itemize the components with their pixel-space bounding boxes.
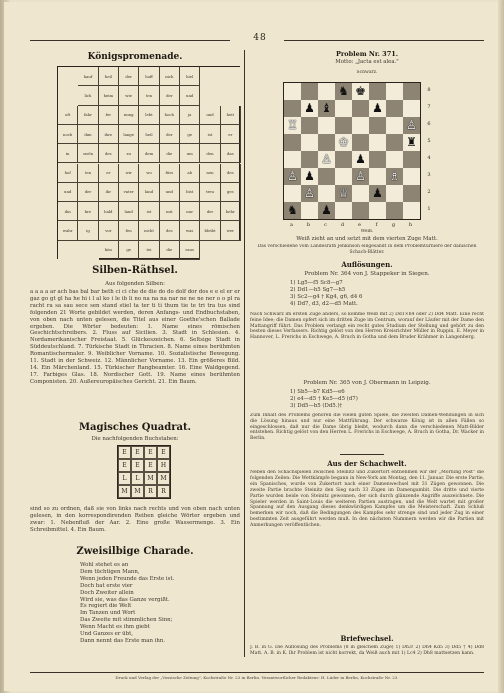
prob365-text: Zum Inhalt des Problems gehören die vielen guten Spiele, die zweiten Damen-Wendungen in sich die Lösung hinaus und nur eine Mattführung. Der schwarze König ist in allen Fällen so eingeschlossen, daß nur die Dame übrig bleibt, wodurch dann die verschiedenen Matt-Bilder entstehen. Richtig gelöst von den Herren L. Frerichs in Eschwege, A. Bruch in Gotha, Dr. Wacker in Berlin. bbox=[250, 413, 484, 442]
koenig-cell: ges bbox=[221, 183, 241, 202]
charade-poem bbox=[80, 562, 230, 645]
koenig-cell: ihn bbox=[58, 202, 78, 221]
charade-line: Doch Zweiter allein bbox=[80, 589, 134, 596]
koenig-cell: ten bbox=[139, 86, 159, 105]
board-square bbox=[318, 202, 335, 219]
koenig-cell: des bbox=[221, 164, 241, 183]
header-rule-left bbox=[30, 40, 230, 41]
chess-piece: ♟ bbox=[304, 101, 315, 115]
board-square bbox=[352, 117, 369, 134]
silben-intro: Aus folgenden Silben: bbox=[105, 281, 165, 287]
charade-line: Wenn Macht es ihm giebt bbox=[80, 624, 150, 631]
koenig-cell: fen bbox=[119, 221, 139, 240]
koenig-cell: der bbox=[200, 202, 220, 221]
board-square bbox=[352, 185, 369, 202]
charade-line: Wird sie, was das Ganze vergißt. bbox=[80, 596, 170, 603]
rank-label: 4 bbox=[427, 155, 431, 161]
koenig-cell: ig bbox=[78, 221, 98, 240]
board-square bbox=[369, 100, 386, 117]
rank-label: 7 bbox=[427, 104, 431, 110]
koenig-cell: des bbox=[160, 221, 180, 240]
board-square bbox=[284, 168, 301, 185]
koenig-cell: nich bbox=[160, 67, 180, 86]
board-square bbox=[403, 134, 420, 151]
board-square bbox=[335, 117, 352, 134]
magisch-grid bbox=[117, 445, 171, 499]
koenig-cell bbox=[221, 67, 241, 86]
koenig-cell: wo bbox=[139, 164, 159, 183]
rank-label: 3 bbox=[427, 172, 431, 178]
koenig-cell: des bbox=[99, 144, 119, 163]
rank-label: 6 bbox=[427, 121, 431, 127]
koenig-cell: hoch bbox=[160, 106, 180, 125]
magisch-text: sind so zu ordnen, daß sie von links nach rechts und von oben nach unten gelesen, in den korrespondirenden Reihen gleiche Wörter ergeben und zwar: 1. Nebenfluß der Aar. 2. Eine große Wassermenge. 3. Ein Schreibmittel. 4. Ein Baum. bbox=[30, 506, 240, 533]
file-label: h bbox=[408, 222, 413, 228]
magisch-cell: E bbox=[144, 446, 157, 459]
koenig-cell: heil bbox=[99, 67, 119, 86]
chess-piece: ♙ bbox=[304, 186, 315, 200]
problem-title: Problem Nr. 371. bbox=[335, 50, 399, 58]
board-square bbox=[403, 185, 420, 202]
board-square bbox=[335, 151, 352, 168]
koenig-cell bbox=[78, 241, 98, 260]
board-square bbox=[386, 100, 403, 117]
rank-label: 5 bbox=[427, 138, 431, 144]
board-square bbox=[301, 202, 318, 219]
charade-line: Dem tüchtigen Mann, bbox=[80, 568, 140, 575]
file-label: b bbox=[306, 222, 311, 228]
charade-line: Wenn jeden Freunde das Erste ist. bbox=[80, 575, 175, 582]
board-square bbox=[369, 202, 386, 219]
koenig-cell: heil bbox=[139, 125, 159, 144]
chess-piece: ♞ bbox=[338, 84, 349, 98]
koenig-cell: ist bbox=[200, 125, 220, 144]
koenig-cell: heim bbox=[99, 86, 119, 105]
rank-label: 2 bbox=[427, 189, 431, 195]
board-square bbox=[318, 100, 335, 117]
board-square bbox=[335, 202, 352, 219]
board-square bbox=[335, 134, 352, 151]
koenig-cell: vor bbox=[99, 221, 119, 240]
magisch-cell: E bbox=[131, 459, 144, 472]
koenig-cell bbox=[221, 86, 241, 105]
prob365-head: Problem Nr. 365 von J. Obermann in Leipzig. bbox=[303, 380, 431, 386]
board-square bbox=[386, 151, 403, 168]
board-square bbox=[284, 83, 301, 100]
magisch-cell: R bbox=[157, 485, 170, 498]
koenig-cell: zu bbox=[119, 144, 139, 163]
koenig-cell: wir bbox=[119, 164, 139, 183]
prob364-moves bbox=[290, 280, 470, 308]
koenig-cell: oft bbox=[58, 106, 78, 125]
board-square bbox=[352, 151, 369, 168]
chess-piece: ♙ bbox=[287, 169, 298, 183]
board-square bbox=[403, 83, 420, 100]
koenig-cell bbox=[200, 67, 220, 86]
page-edge bbox=[498, 0, 504, 693]
charade-line: Doch hat erste vier bbox=[80, 582, 133, 589]
koenig-cell: um bbox=[180, 144, 200, 163]
koenig-cell: ten bbox=[78, 164, 98, 183]
section-divider bbox=[340, 454, 384, 455]
koenig-cell: bald bbox=[99, 202, 119, 221]
koenig-cell: lange bbox=[119, 125, 139, 144]
chess-piece: ♔ bbox=[338, 135, 349, 149]
board-square bbox=[335, 168, 352, 185]
chess-piece: ♖ bbox=[287, 118, 298, 132]
board-square bbox=[301, 134, 318, 151]
koenig-cell: nen bbox=[200, 164, 220, 183]
chess-piece: ♚ bbox=[355, 84, 366, 98]
page-header bbox=[30, 34, 484, 46]
board-square bbox=[318, 185, 335, 202]
charade-title: Zweisilbige Charade. bbox=[76, 546, 194, 557]
silben-title: Silben-Räthsel. bbox=[92, 265, 178, 276]
magisch-cell: L bbox=[131, 472, 144, 485]
chess-piece: ♟ bbox=[372, 101, 383, 115]
koenig-cell: und bbox=[180, 86, 200, 105]
brief-title: Briefwechsel. bbox=[340, 634, 394, 643]
rank-label: 1 bbox=[427, 206, 431, 212]
koenig-cell: lich bbox=[78, 86, 98, 105]
board-square bbox=[318, 168, 335, 185]
koenig-cell: ist bbox=[139, 202, 159, 221]
charade-line: Dann nennt das Erste man ihn. bbox=[80, 637, 166, 644]
koenig-cell: hof bbox=[58, 164, 78, 183]
charade-line: Und Ganzes er übt, bbox=[80, 631, 133, 638]
board-square bbox=[352, 202, 369, 219]
silben-text: a a a a ar ach bas bal bar beth ci ci che de die do do dolf dor dos e e el er er gaz go gt gl ha he hi i l al ko i le ib li no na na na nar ne ne ne ner o o pl ra racht ra sa sau sece sen stand stiel ta ter ti ti thum tie te tri tra tus sind folgenden 21 Worte gebildet werden, deren Anfangs- und Endbuchstaben, von oben nach unten gelesen, die Titel aus einer Goethe'schen Ballade ergeben. Die Wörter bedeuten: 1. Name eines römischen Geschichtschreibers. 2. Fluss auf Sicilien. 3. Stadt in Schlesien. 4. Nordamerikanischer Freistaat. 5. Glückeszeichen. 6. Seltsige Stadt in Süddeutschland. 7. Türkische Stadt in Thracien. 8. Name eines berühmten Romantischermaler. 9. Weiblicher Vorname. 10. Sozialistische Bewegung. 11. Stadt in der Schweiz. 12. Männlicher Vorname. 13. Ein größeres Bild. 14. Ein Märchenland. 15. Türkischer Rangbeamter. 16. Eine Waldgegend. 17. Farbiges Glas. 18. Nordischer Gott. 19. Name eines berühmten Componisten. 20. Außereuropäisches Gericht. 21. Ein Baum. bbox=[30, 289, 240, 385]
file-label: g bbox=[391, 222, 396, 228]
koenig-cell: ihm bbox=[78, 125, 98, 144]
koenig-cell: hoff bbox=[139, 67, 159, 86]
board-square bbox=[369, 134, 386, 151]
koenig-cell: der bbox=[78, 183, 98, 202]
koenig-cell: land bbox=[119, 202, 139, 221]
board-square bbox=[386, 202, 403, 219]
board-square bbox=[369, 83, 386, 100]
magisch-cell: E bbox=[118, 446, 131, 459]
koenig-cell: hiel bbox=[180, 67, 200, 86]
charade-line: Im Tanzen und Wort bbox=[80, 610, 136, 617]
koenig-cell: dem bbox=[139, 144, 159, 163]
koenig-cell bbox=[58, 241, 78, 260]
board-square bbox=[318, 134, 335, 151]
koenig-cell: und bbox=[160, 183, 180, 202]
board-square bbox=[301, 151, 318, 168]
chess-piece: ♙ bbox=[355, 169, 366, 183]
chess-piece: ♟ bbox=[355, 152, 366, 166]
koenig-cell: land bbox=[139, 183, 159, 202]
prob364-move: 4) Dd7, d3, d2—d5 Matt. bbox=[290, 300, 358, 307]
koenig-cell: der bbox=[119, 67, 139, 86]
schachwelt-text: Neben den Schachspielen zwischen Steinitz und Zukertort entnehmen wir der „Morning Post" die folgenden Zeilen: Die Wettkämpfe begann in New-York am Montag, den 11. Januar. Die erste Partie, ein Spanisches, wurde von Zukertort nach einer Damenwechsel mit 31 Zügen gewonnen. Die zweite Partie brachte Steinitz den Sieg nach 33 Zügen im Damengambit. Die dritte und vierte Partie wurden beide von Steinitz gewonnen, der sich durch glänzende Angriffe auszeichnete. Die Spieler werden in Saint-Louis die weiteren Partien austragen, und die Welt wartet mit großer Spannung auf den Ausgang dieses denkwürdigen Kampfes um die Meisterschaft. Zum Schluß bemerken wir noch, daß die Bedingungen des Kampfes sehr strenge sind und jeder Zug in einer bestimmten Zeit ausgeführt werden muß. In den nächsten Nummern werden wir die Partien mit Anmerkungen veröffentlichen. bbox=[250, 470, 484, 529]
board-square bbox=[403, 117, 420, 134]
board-square bbox=[403, 151, 420, 168]
koenig-cell: raus bbox=[180, 241, 200, 260]
charade-line: Es regiert die Welt bbox=[80, 603, 132, 610]
board-square bbox=[352, 100, 369, 117]
board-square bbox=[352, 134, 369, 151]
magisch-cell: E bbox=[131, 446, 144, 459]
koenig-cell: ge bbox=[180, 125, 200, 144]
board-square bbox=[369, 168, 386, 185]
chess-piece: ♜ bbox=[406, 135, 417, 149]
page-footer: Druck und Verlag der „Vossische Zeitung", Kochstraße Nr. 23 in Berlin. Verantwortlicher Redakteur: H. Lüder in Berlin, Kochstraße Nr. 23. bbox=[30, 672, 484, 680]
koenig-cell bbox=[58, 67, 78, 86]
board-square bbox=[352, 83, 369, 100]
board-square bbox=[284, 134, 301, 151]
charade-line: Das Zweite mit stimmlichen Sinn; bbox=[80, 617, 173, 624]
koenig-cell: seeln bbox=[78, 144, 98, 163]
koenig-cell: die bbox=[160, 241, 180, 260]
koenig-cell: noch bbox=[58, 125, 78, 144]
prob365-move: 2) e4—d5 † Ke5—d5 (d7) bbox=[290, 395, 358, 402]
prob364-move: 3) Sc2—g4 † Kg4, g6, d4 6 bbox=[290, 293, 363, 300]
koenig-cell: fürs bbox=[160, 164, 180, 183]
magisch-cell: M bbox=[157, 472, 170, 485]
board-square bbox=[301, 168, 318, 185]
magisch-intro: Die nachfolgenden Buchstaben: bbox=[91, 436, 179, 442]
koenig-cell: ihr bbox=[99, 183, 119, 202]
file-label: c bbox=[324, 222, 327, 228]
board-square bbox=[284, 185, 301, 202]
koenig-cell: ge bbox=[119, 241, 139, 260]
chess-piece: ♝ bbox=[321, 101, 332, 115]
board-square bbox=[284, 117, 301, 134]
board-square bbox=[403, 202, 420, 219]
magisch-cell: M bbox=[144, 472, 157, 485]
board-square bbox=[335, 100, 352, 117]
koenig-cell: tei bbox=[139, 241, 159, 260]
board-square bbox=[301, 117, 318, 134]
board-square bbox=[318, 117, 335, 134]
prob364-head: Problem Nr. 364 von J. Stappeker in Siegen. bbox=[304, 271, 430, 277]
chess-piece: ♙ bbox=[321, 152, 332, 166]
prob364-move: 1) Lg5—f5 Sc8—g7 bbox=[290, 280, 343, 286]
koenig-cell: nung bbox=[119, 106, 139, 125]
board-square bbox=[386, 117, 403, 134]
board-square bbox=[403, 100, 420, 117]
magisch-cell: E bbox=[144, 459, 157, 472]
chess-piece: ♗ bbox=[389, 169, 400, 183]
chess-piece: ♞ bbox=[287, 203, 298, 217]
koenig-cell: kre bbox=[78, 202, 98, 221]
board-square bbox=[284, 151, 301, 168]
koenig-cell: er bbox=[99, 164, 119, 183]
koenig-cell: fahr bbox=[78, 106, 98, 125]
koenig-cell: hauf bbox=[78, 67, 98, 86]
koenig-cell: lebt bbox=[139, 106, 159, 125]
magisch-cell: M bbox=[118, 485, 131, 498]
koenig-cell: den bbox=[200, 144, 220, 163]
koenig-cell: kön bbox=[99, 241, 119, 260]
board-square bbox=[403, 168, 420, 185]
board-square bbox=[352, 168, 369, 185]
koenig-cell: wer bbox=[221, 221, 241, 240]
magisch-title: Magisches Quadrat. bbox=[78, 422, 192, 433]
koenig-cell: der bbox=[160, 86, 180, 105]
board-square bbox=[335, 83, 352, 100]
koenig-title: Königspromenade. bbox=[87, 52, 183, 62]
koenig-cell: wie bbox=[119, 86, 139, 105]
problem-motto: Motto: „Jacta est alea." bbox=[335, 59, 399, 65]
board-square bbox=[284, 202, 301, 219]
chess-piece: ♟ bbox=[321, 203, 332, 217]
koenig-cell: hehr bbox=[221, 202, 241, 221]
brief-text: J. B. in G. Die Auflösung des Problems (8 in gleichem Zuge) 1) Dh3! 2) Dh4 Kd5 3) Dd5 † 4) Dd8 Matt. A. B. in K. Ihr Problem ist nicht korrekt, da Weiß auch mit 1) Lc4 2) Dh8 mattsetzen kann. bbox=[250, 645, 484, 656]
koenig-cell: bleibt bbox=[200, 221, 220, 240]
problem-black-label: Schwarz. bbox=[356, 70, 378, 75]
charade-line: Wohl stehet es an bbox=[80, 562, 129, 568]
magisch-cell: E bbox=[118, 459, 131, 472]
koenig-cell: die bbox=[160, 144, 180, 163]
magisch-cell: E bbox=[157, 446, 170, 459]
file-label: d bbox=[340, 222, 345, 228]
schachwelt-title: Aus der Schachwelt. bbox=[327, 459, 407, 468]
prob365-move: 3) Dd5—b5 (Dd5.)† bbox=[290, 402, 343, 409]
koenig-cell: was bbox=[180, 221, 200, 240]
board-square bbox=[369, 117, 386, 134]
header-rule-right bbox=[284, 40, 484, 41]
koenig-cell: vater bbox=[119, 183, 139, 202]
prob365-moves bbox=[290, 389, 470, 410]
problem-note: Das verschiedene vom Landesrath Jenkinson eingesandt in dem Problemturniere der dänischen Schach-Blätter. bbox=[257, 244, 477, 255]
problem-instruction: Weiß zieht an und setzt mit dem vierten Zuge Matt. bbox=[296, 236, 438, 242]
koenig-cell bbox=[200, 86, 220, 105]
koenig-cell bbox=[200, 241, 220, 260]
board-square bbox=[386, 83, 403, 100]
koenig-cell: er bbox=[221, 125, 241, 144]
koenig-cell: fer bbox=[99, 106, 119, 125]
koenig-cell: und bbox=[200, 106, 220, 125]
rank-label: 8 bbox=[427, 87, 431, 93]
magisch-cell: H bbox=[157, 459, 170, 472]
chess-piece: ♙ bbox=[406, 118, 417, 132]
koenig-cell: ab bbox=[180, 164, 200, 183]
koenig-cell: nur bbox=[180, 202, 200, 221]
magisch-cell: R bbox=[144, 485, 157, 498]
aufloesungen-title: Auflösungen. bbox=[341, 260, 393, 269]
file-label: f bbox=[375, 222, 378, 228]
koenig-cell: in bbox=[58, 144, 78, 163]
board-square bbox=[386, 168, 403, 185]
koenig-cell: bist bbox=[180, 183, 200, 202]
column-divider bbox=[244, 50, 245, 657]
board-square bbox=[301, 185, 318, 202]
koenig-cell: und bbox=[58, 183, 78, 202]
board-square bbox=[318, 151, 335, 168]
magisch-cell: L bbox=[118, 472, 131, 485]
koenig-cell: das bbox=[221, 144, 241, 163]
koenig-grid bbox=[57, 66, 240, 259]
board-square bbox=[386, 134, 403, 151]
board-square bbox=[301, 100, 318, 117]
chess-piece: ♟ bbox=[304, 169, 315, 183]
magisch-cell: M bbox=[131, 485, 144, 498]
file-label: e bbox=[358, 222, 361, 228]
board-square bbox=[284, 100, 301, 117]
koenig-cell bbox=[221, 241, 241, 260]
koenig-cell: nicht bbox=[139, 221, 159, 240]
koenig-cell: ja bbox=[180, 106, 200, 125]
koenig-cell: ihre bbox=[99, 125, 119, 144]
koenig-cell: der bbox=[160, 125, 180, 144]
board-square bbox=[369, 185, 386, 202]
chess-piece: ♕ bbox=[338, 186, 349, 200]
prob364-move: 2) Dd1—h5 Sg7—h5 bbox=[290, 286, 346, 293]
problem-white-label: Weiß. bbox=[360, 229, 374, 234]
prob364-text: Nach Schwarz im ersten Zuge anders, so komme Weiß mit 2) Dd1×h4 oder 2) Dd4 Matt. Eine recht feine Idee; die Damen opfert sich im dritten Zuge im Centrum, worauf der Läufer mit der Dame den Mattangriff führt. Das Problem verlangt ein recht gutes Studium der Stellung und gehört zu den besten dieses Verfassers. Richtig gelöst von den Herren Kreisrichter Müller in Ruppin, E. Meyer in Hannover, L. Frerichs in Eschwege, A. Bruch in Gotha und dem Bruder Krähmer in Langenberg. bbox=[250, 312, 484, 341]
chess-piece: ♟ bbox=[372, 186, 383, 200]
koenig-cell: mit bbox=[160, 202, 180, 221]
board-square bbox=[386, 185, 403, 202]
koenig-cell bbox=[58, 86, 78, 105]
prob365-move: 1) Sb5—b7 Kd5—e6 bbox=[290, 389, 345, 395]
koenig-cell: treu bbox=[200, 183, 220, 202]
page-number: 48 bbox=[240, 33, 280, 43]
chess-board bbox=[283, 82, 421, 220]
board-square bbox=[335, 185, 352, 202]
file-label: a bbox=[290, 222, 293, 228]
board-square bbox=[318, 83, 335, 100]
board-square bbox=[301, 83, 318, 100]
board-square bbox=[369, 151, 386, 168]
koenig-cell: wahr bbox=[58, 221, 78, 240]
koenig-cell: heit bbox=[221, 106, 241, 125]
